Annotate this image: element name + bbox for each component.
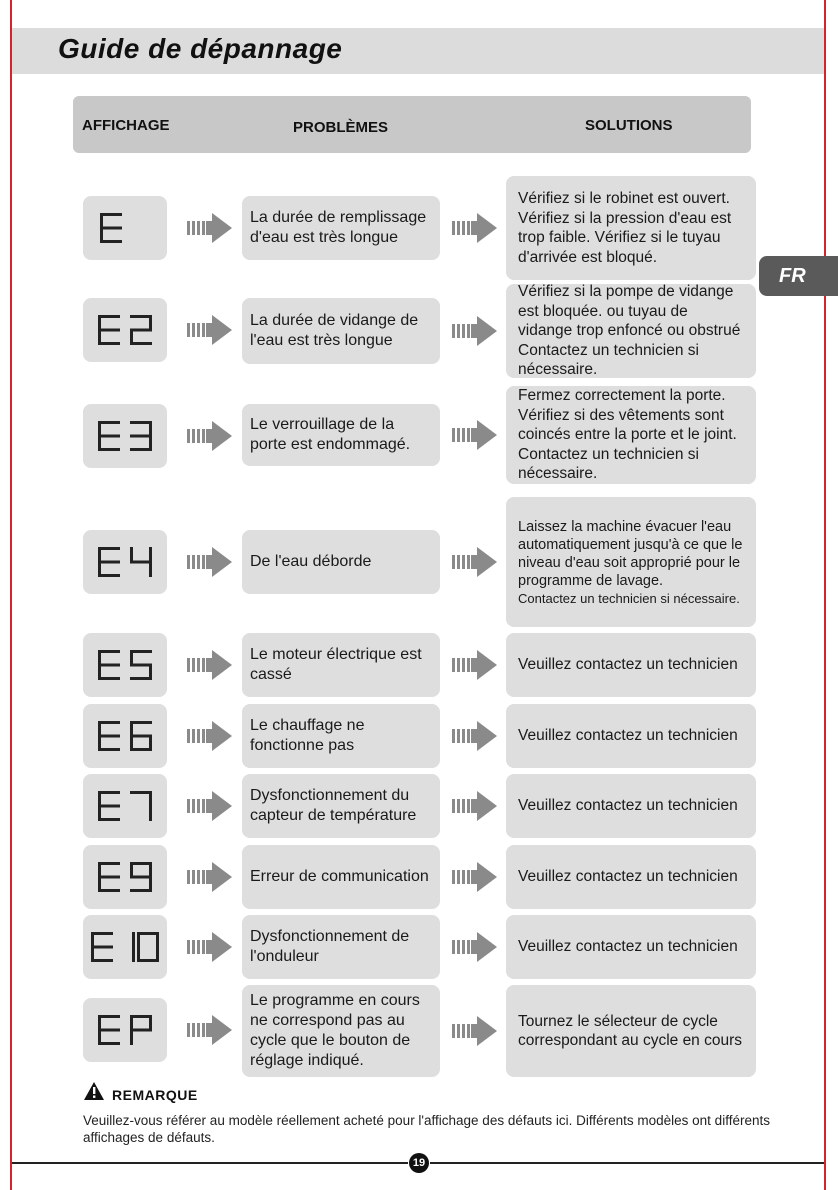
arrow-right-icon — [452, 790, 498, 822]
segment — [98, 1015, 101, 1030]
segment — [98, 862, 120, 865]
error-code-box — [83, 633, 167, 697]
solution-box — [506, 497, 756, 627]
segment — [130, 889, 152, 892]
footer-line-right — [430, 1162, 824, 1164]
error-code-box — [83, 998, 167, 1062]
segment — [98, 342, 120, 345]
problem-text: Le chauffage ne fonctionne pas — [250, 717, 365, 754]
problem-text: Erreur de communication — [250, 868, 429, 885]
solution-text: Vérifiez si la pompe de vidange est bloquée. ou tuyau de vidange trop enfoncé ou obstrué Contactez un technicien si nécessaire. — [518, 283, 741, 379]
remark-text: Veuillez-vous référer au modèle réellement acheté pour l'affichage des défauts ici. Différents modèles ont différents affichages de défauts. — [83, 1113, 770, 1145]
segment — [130, 664, 152, 667]
segment — [130, 735, 152, 738]
warning-icon — [83, 1081, 105, 1101]
error-code-display — [98, 421, 152, 451]
segment — [130, 721, 152, 724]
segment — [98, 329, 120, 332]
segment — [98, 650, 120, 653]
arrow-right-icon — [187, 790, 233, 822]
segment — [130, 677, 152, 680]
segment — [91, 932, 113, 935]
segment — [149, 791, 152, 806]
problem-box — [242, 298, 440, 364]
header-display: AFFICHAGE — [82, 117, 170, 134]
footer-line-left — [12, 1162, 408, 1164]
segment — [98, 315, 120, 318]
problem-text: De l'eau déborde — [250, 553, 372, 570]
segment — [130, 435, 152, 438]
segment — [130, 448, 152, 451]
problem-text: Le verrouillage de la porte est endommagé. — [250, 416, 411, 453]
problem-box — [242, 774, 440, 838]
segment — [98, 435, 120, 438]
segment — [98, 315, 101, 330]
arrow-right-icon — [187, 931, 233, 963]
header-problems: PROBLÈMES — [293, 119, 389, 136]
solution-text: Tournez le sélecteur de cycle correspondant au cycle en cours — [518, 1012, 743, 1049]
segment — [98, 664, 120, 667]
segment — [130, 748, 152, 751]
segment — [137, 959, 159, 962]
error-code-box — [83, 845, 167, 909]
segment — [98, 561, 120, 564]
solution-box — [506, 774, 756, 838]
segment — [98, 448, 120, 451]
segment — [98, 876, 120, 879]
segment — [132, 932, 135, 947]
segment — [130, 1015, 152, 1018]
solution-text: Veuillez contactez un technicien — [518, 727, 738, 745]
solution-box — [506, 845, 756, 909]
arrow-right-icon — [187, 861, 233, 893]
solution-box — [506, 633, 756, 697]
segment — [98, 805, 120, 808]
problem-text: La durée de vidange de l'eau est très longue — [250, 312, 419, 349]
page-title: Guide de dépannage — [58, 33, 343, 64]
arrow-right-icon — [452, 546, 498, 578]
segment — [98, 818, 120, 821]
solution-text: Veuillez contactez un technicien — [518, 938, 738, 956]
segment — [91, 932, 94, 947]
language-tab: FR — [759, 256, 838, 296]
arrow-right-icon — [187, 212, 233, 244]
solution-text: Veuillez contactez un technicien — [518, 656, 738, 674]
error-code-display — [91, 932, 159, 962]
segment — [98, 791, 101, 806]
segment — [130, 876, 152, 879]
arrow-right-icon — [187, 1014, 233, 1046]
solution-note: Contactez un technicien si nécessaire. — [518, 590, 740, 606]
segment — [130, 315, 152, 318]
segment — [98, 421, 120, 424]
segment — [98, 574, 120, 577]
segment — [98, 721, 120, 724]
arrow-right-icon — [187, 546, 233, 578]
segment — [149, 862, 152, 877]
error-code-box — [83, 774, 167, 838]
arrow-right-icon — [452, 931, 498, 963]
segment — [98, 421, 101, 436]
solution-text: Vérifiez si le robinet est ouvert. Vérifiez si la pression d'eau est trop faible. Vérifiez si le tuyau d'arrivée est bloqué. — [518, 190, 732, 266]
solution-box — [506, 704, 756, 768]
error-code-display — [98, 721, 152, 751]
arrow-right-icon — [452, 419, 498, 451]
segment — [100, 213, 103, 228]
segment — [98, 677, 120, 680]
segment — [156, 932, 159, 947]
error-code-box — [83, 915, 167, 979]
arrow-right-icon — [452, 861, 498, 893]
segment — [100, 213, 122, 216]
segment — [149, 547, 152, 562]
error-code-display — [100, 213, 150, 243]
segment — [130, 1015, 133, 1030]
error-code-box — [83, 196, 167, 260]
arrow-right-icon — [452, 1015, 498, 1047]
segment — [91, 946, 113, 949]
problem-box — [242, 915, 440, 979]
problem-box — [242, 404, 440, 466]
arrow-right-icon — [187, 720, 233, 752]
arrow-right-icon — [452, 649, 498, 681]
arrow-right-icon — [452, 315, 498, 347]
segment — [98, 650, 101, 665]
segment — [100, 227, 122, 230]
segment — [98, 721, 101, 736]
error-code-box — [83, 404, 167, 468]
segment — [98, 735, 120, 738]
solution-box — [506, 284, 756, 378]
solution-box — [506, 985, 756, 1077]
segment — [98, 1029, 120, 1032]
segment — [130, 1029, 152, 1032]
segment — [98, 1042, 120, 1045]
segment — [98, 748, 120, 751]
segment — [130, 650, 133, 665]
segment — [130, 547, 133, 562]
solution-text: Veuillez contactez un technicien — [518, 868, 738, 886]
segment — [132, 947, 135, 962]
solution-text: Laissez la machine évacuer l'eau automatiquement jusqu'à ce que le niveau d'eau soit approprié pour le programme de lavage. — [518, 518, 743, 589]
error-code-box — [83, 298, 167, 362]
error-code-display — [98, 862, 152, 892]
segment — [130, 721, 133, 736]
problem-text: Le programme en cours ne correspond pas au cycle que le bouton de réglage indiqué. — [250, 992, 420, 1069]
arrow-right-icon — [452, 212, 498, 244]
segment — [149, 315, 152, 330]
segment — [130, 561, 152, 564]
segment — [91, 959, 113, 962]
segment — [98, 547, 120, 550]
problem-box — [242, 633, 440, 697]
header-solutions: SOLUTIONS — [585, 117, 673, 134]
error-code-display — [98, 315, 152, 345]
problem-text: Dysfonctionnement du capteur de température — [250, 787, 417, 824]
segment — [149, 1015, 152, 1030]
problem-box — [242, 530, 440, 594]
problem-text: Dysfonctionnement de l'onduleur — [250, 928, 410, 965]
segment — [98, 547, 101, 562]
problem-text: Le moteur électrique est cassé — [250, 646, 422, 683]
error-code-display — [98, 547, 152, 577]
error-code-box — [83, 530, 167, 594]
segment — [130, 862, 152, 865]
segment — [137, 932, 159, 935]
error-code-box — [83, 704, 167, 768]
problem-box — [242, 196, 440, 260]
segment — [98, 791, 120, 794]
segment — [130, 791, 152, 794]
segment — [130, 862, 133, 877]
segment — [137, 932, 140, 947]
error-code-display — [98, 791, 152, 821]
arrow-right-icon — [187, 314, 233, 346]
solution-text: Fermez correctement la porte. Vérifiez si des vêtements sont coincés entre la porte et le joint. Contactez un technicien si nécessaire. — [518, 387, 737, 483]
segment — [137, 947, 140, 962]
segment — [149, 421, 152, 436]
segment — [130, 421, 152, 424]
error-code-display — [98, 1015, 152, 1045]
segment — [149, 806, 152, 821]
segment — [130, 1030, 133, 1045]
segment — [100, 240, 122, 243]
arrow-right-icon — [452, 720, 498, 752]
segment — [130, 329, 152, 332]
solution-box — [506, 915, 756, 979]
segment — [130, 650, 152, 653]
arrow-right-icon — [187, 420, 233, 452]
solution-text: Veuillez contactez un technicien — [518, 797, 738, 815]
segment — [98, 1015, 120, 1018]
remark-title: REMARQUE — [112, 1087, 198, 1103]
error-code-display — [98, 650, 152, 680]
segment — [98, 862, 101, 877]
solution-box — [506, 176, 756, 280]
segment — [149, 562, 152, 577]
problem-box — [242, 845, 440, 909]
arrow-right-icon — [187, 649, 233, 681]
problem-box — [242, 985, 440, 1077]
segment — [130, 342, 152, 345]
solution-box — [506, 386, 756, 484]
problem-text: La durée de remplissage d'eau est très longue — [250, 209, 427, 246]
problem-box — [242, 704, 440, 768]
segment — [98, 889, 120, 892]
page-number: 19 — [409, 1153, 429, 1173]
